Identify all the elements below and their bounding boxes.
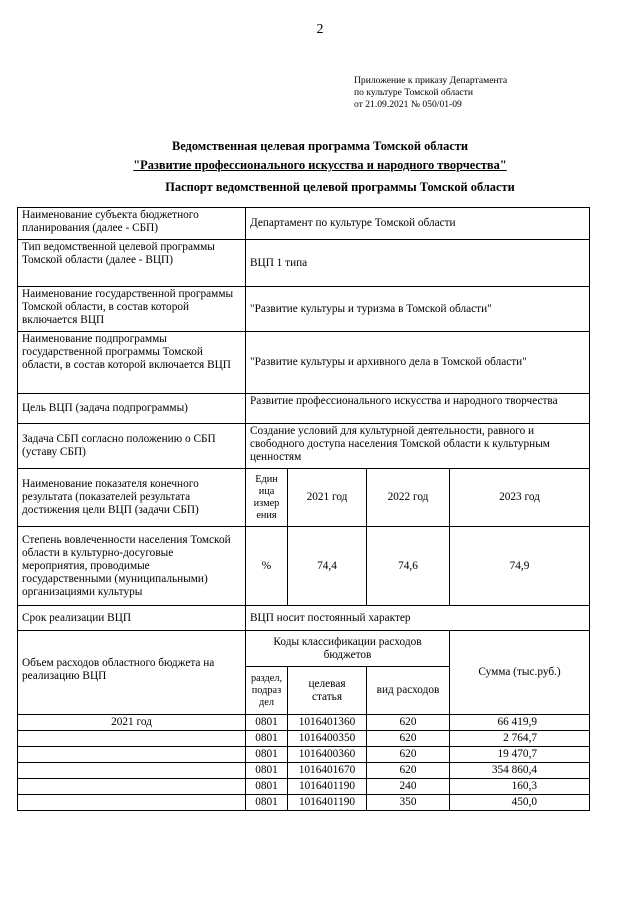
indicator-row <box>18 527 590 606</box>
expense-section: 0801 <box>246 763 288 779</box>
year-2022-header: 2022 год <box>367 469 450 527</box>
expense-section: 0801 <box>246 779 288 795</box>
program-name-title <box>0 158 640 173</box>
indicator-header-row <box>18 469 590 527</box>
program-name-text: "Развитие профессионального искусства и народного творчества" <box>133 158 507 172</box>
appendix-line: Приложение к приказу Департамента <box>354 75 508 86</box>
expense-row <box>18 795 590 811</box>
indicator-2021: 74,4 <box>288 527 367 606</box>
row-value: ВЦП 1 типа <box>246 240 590 287</box>
expense-year <box>18 795 246 811</box>
expense-section: 0801 <box>246 715 288 731</box>
expense-row <box>18 779 590 795</box>
indicator-label: Степень вовлеченности населения Томской области в культурно-досуговые мероприятия, проводимые государственными (муниципальными) организациями культуры <box>18 527 246 606</box>
article-header: целевая статья <box>288 667 367 715</box>
expense-section: 0801 <box>246 731 288 747</box>
codes-header: Коды классификации расходов бюджетов <box>246 631 450 667</box>
expense-kind: 620 <box>367 747 450 763</box>
expense-kind: 620 <box>367 731 450 747</box>
row-label: Наименование подпрограммы государственной программы Томской области, в состав которой включается ВЦП <box>18 332 246 394</box>
row-label: Наименование государственной программы Томской области, в состав которой включается ВЦП <box>18 287 246 332</box>
indicator-2022: 74,6 <box>367 527 450 606</box>
term-label: Срок реализации ВЦП <box>18 606 246 631</box>
expense-kind: 620 <box>367 715 450 731</box>
expense-sum: 66 419,9 <box>450 715 590 731</box>
row-label: Тип ведомственной целевой программы Томской области (далее - ВЦП) <box>18 240 246 287</box>
expenses-label: Объем расходов областного бюджета на реализацию ВЦП <box>18 631 246 715</box>
passport-title: Паспорт ведомственной целевой программы Томской области <box>165 180 515 194</box>
indicator-unit: % <box>246 527 288 606</box>
expense-year <box>18 747 246 763</box>
unit-header: Един ица измер ения <box>246 469 288 527</box>
table-row <box>18 287 590 332</box>
appendix-line: по культуре Томской области <box>354 87 473 98</box>
expense-article: 1016401190 <box>288 795 367 811</box>
expense-sum: 354 860,4 <box>450 763 590 779</box>
expense-row <box>18 763 590 779</box>
expense-article: 1016400350 <box>288 731 367 747</box>
term-value: ВЦП носит постоянный характер <box>246 606 590 631</box>
expense-row <box>18 731 590 747</box>
row-label: Наименование субъекта бюджетного планирования (далее - СБП) <box>18 208 246 240</box>
expense-section: 0801 <box>246 747 288 763</box>
expense-article: 1016400360 <box>288 747 367 763</box>
table-row <box>18 208 590 240</box>
expense-article: 1016401190 <box>288 779 367 795</box>
passport-table <box>17 207 590 811</box>
expense-sum: 450,0 <box>450 795 590 811</box>
row-value: "Развитие культуры и архивного дела в Томской области" <box>246 332 590 394</box>
expense-article: 1016401670 <box>288 763 367 779</box>
row-value: "Развитие культуры и туризма в Томской области" <box>246 287 590 332</box>
sum-header: Сумма (тыс.руб.) <box>450 631 590 715</box>
expense-article: 1016401360 <box>288 715 367 731</box>
expense-kind: 240 <box>367 779 450 795</box>
expenses-header-row <box>18 631 590 667</box>
expense-section: 0801 <box>246 795 288 811</box>
appendix-note <box>354 75 507 111</box>
year-2023-header: 2023 год <box>450 469 590 527</box>
term-row <box>18 606 590 631</box>
expense-sum: 2 764,7 <box>450 731 590 747</box>
indicator-2023: 74,9 <box>450 527 590 606</box>
kind-header: вид расходов <box>367 667 450 715</box>
expense-sum: 160,3 <box>450 779 590 795</box>
table-row <box>18 332 590 394</box>
appendix-line: от 21.09.2021 № 050/01-09 <box>354 99 462 110</box>
row-value: Развитие профессионального искусства и народного творчества <box>246 394 590 424</box>
expense-row <box>18 747 590 763</box>
expense-kind: 620 <box>367 763 450 779</box>
program-type-title: Ведомственная целевая программа Томской области <box>171 139 469 153</box>
table-row <box>18 240 590 287</box>
table-row <box>18 394 590 424</box>
table-row <box>18 424 590 469</box>
row-value: Департамент по культуре Томской области <box>246 208 590 240</box>
expense-year: 2021 год <box>18 715 246 731</box>
row-label: Цель ВЦП (задача подпрограммы) <box>18 394 246 424</box>
expense-row <box>18 715 590 731</box>
indicator-header-label: Наименование показателя конечного результата (показателей результата достижения цели ВЦП (задачи СБП) <box>18 469 246 527</box>
expense-sum: 19 470,7 <box>450 747 590 763</box>
expense-kind: 350 <box>367 795 450 811</box>
expense-year <box>18 763 246 779</box>
row-value: Создание условий для культурной деятельности, равного и свободного доступа населения Томской области к культурным ценностям <box>246 424 590 469</box>
page-number: 2 <box>316 22 324 37</box>
expense-year <box>18 731 246 747</box>
section-header: раздел, подраз дел <box>246 667 288 715</box>
expense-year <box>18 779 246 795</box>
row-label: Задача СБП согласно положению о СБП (уставу СБП) <box>18 424 246 469</box>
year-2021-header: 2021 год <box>288 469 367 527</box>
